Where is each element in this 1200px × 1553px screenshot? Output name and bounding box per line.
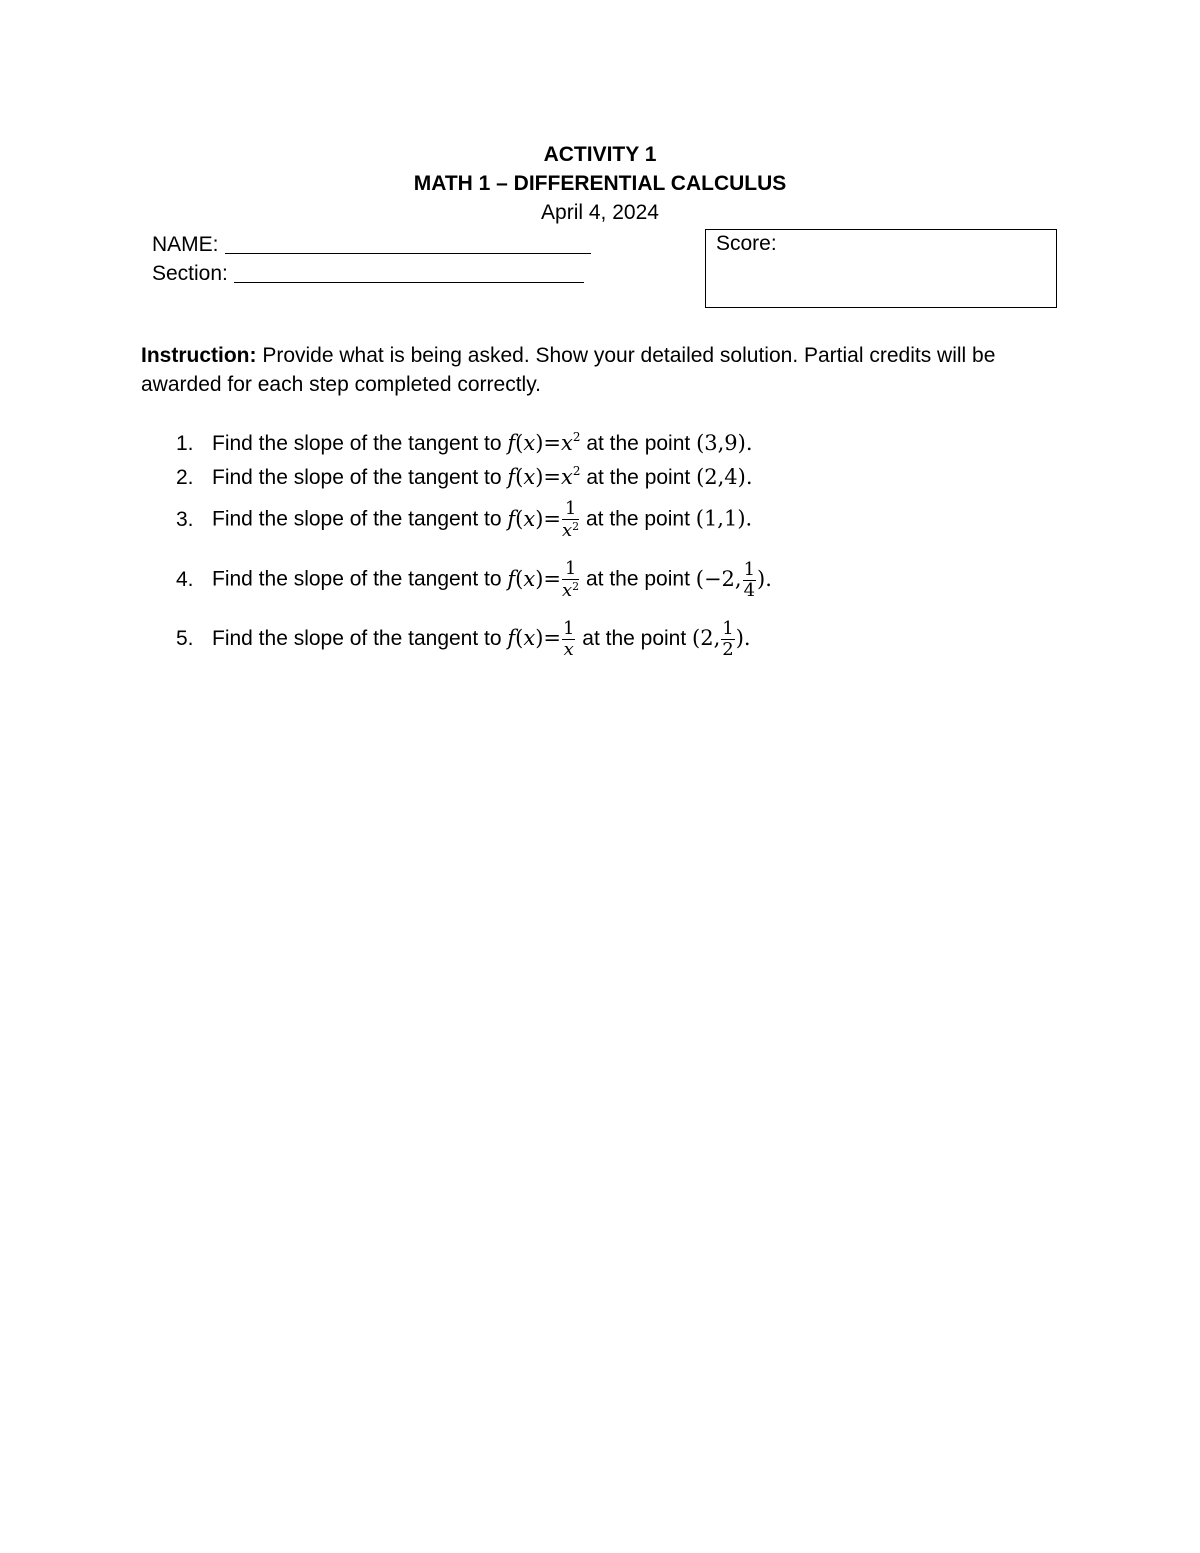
- function-expression: f(x)= $\frac{1}{x}$: [507, 618, 575, 660]
- question-text: Find the slope of the tangent to: [212, 466, 508, 489]
- section-field: [152, 259, 584, 286]
- question-5: [176, 620, 751, 659]
- point-expression: (2, $\frac{1}{2}$ ).: [692, 618, 751, 660]
- point-label: at the point: [580, 567, 696, 591]
- question-2: [176, 464, 753, 490]
- question-number: 5.: [176, 627, 194, 650]
- name-blank-line[interactable]: [225, 233, 591, 254]
- question-number: 1.: [176, 432, 194, 455]
- point-label: at the point: [580, 466, 697, 489]
- question-text: Find the slope of the tangent to: [212, 507, 508, 531]
- course-title: MATH 1 – DIFFERENTIAL CALCULUS: [413, 172, 787, 195]
- instruction-paragraph: [141, 341, 1041, 399]
- question-1: [176, 430, 753, 456]
- instruction-lead: Instruction:: [141, 344, 257, 367]
- function-expression: f(x)= $\frac{1}{x^2}$: [507, 498, 580, 541]
- function-expression: $f(x)=x^2$: [507, 430, 581, 455]
- point-expression: (2,4).: [696, 465, 753, 489]
- question-4: [176, 560, 772, 600]
- name-label: NAME:: [152, 233, 219, 256]
- question-text: Find the slope of the tangent to: [212, 567, 508, 591]
- question-number: 2.: [176, 466, 194, 489]
- point-label: at the point: [580, 507, 696, 531]
- instruction-text: Provide what is being asked. Show your detailed solution. Partial credits will be awarded for each step completed correctly.: [141, 344, 996, 396]
- question-number: 3.: [176, 507, 194, 531]
- function-expression: f(x)= $\frac{1}{x^2}$: [507, 558, 580, 601]
- point-expression: (3,9).: [696, 431, 753, 455]
- question-text: Find the slope of the tangent to: [212, 432, 508, 455]
- question-text: Find the slope of the tangent to: [212, 627, 508, 650]
- point-label: at the point: [576, 627, 693, 650]
- point-expression: (1,1).: [695, 506, 753, 531]
- section-blank-line[interactable]: [234, 262, 584, 283]
- question-3: [176, 500, 752, 540]
- function-expression: $f(x)=x^2$: [507, 464, 581, 489]
- section-label: Section:: [152, 262, 228, 285]
- activity-date: April 4, 2024: [541, 201, 659, 224]
- question-number: 4.: [176, 567, 194, 591]
- activity-title: ACTIVITY 1: [543, 143, 657, 166]
- score-box[interactable]: [705, 229, 1057, 308]
- point-expression: (−2, $\frac{1}{4}$ ).: [695, 558, 772, 601]
- score-label: Score:: [716, 232, 777, 255]
- point-label: at the point: [580, 432, 697, 455]
- name-field: [152, 230, 591, 257]
